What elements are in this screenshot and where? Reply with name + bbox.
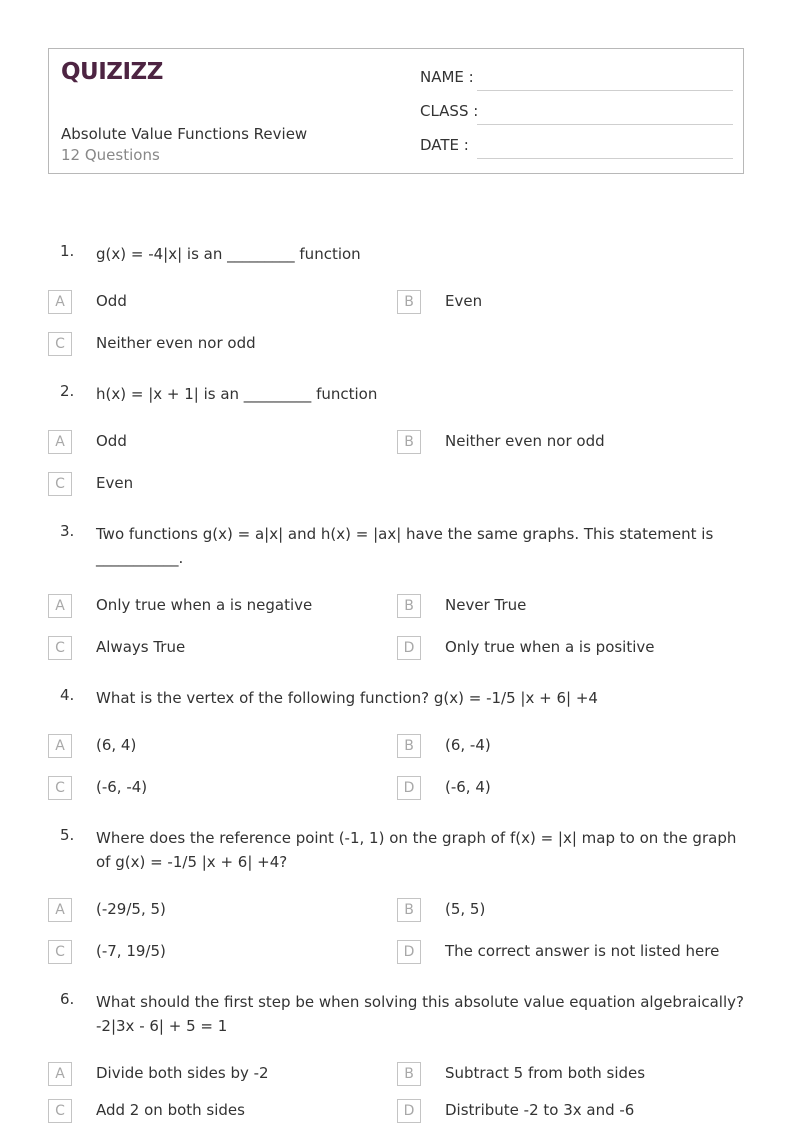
- name-line[interactable]: [477, 90, 733, 91]
- option-text: Divide both sides by -2: [96, 1064, 269, 1082]
- option-text: (6, -4): [445, 736, 491, 754]
- question-text: Two functions g(x) = a|x| and h(x) = |ax| have the same graphs. This statement is ___________.: [96, 525, 714, 567]
- option-letter-box[interactable]: D: [397, 636, 421, 660]
- option-letter-box[interactable]: A: [48, 290, 72, 314]
- question-number: 3.: [60, 522, 75, 540]
- option-text: (5, 5): [445, 900, 486, 918]
- question-count: 12 Questions: [61, 146, 160, 164]
- option-text: Never True: [445, 596, 527, 614]
- option-text: Subtract 5 from both sides: [445, 1064, 646, 1082]
- option-letter-box[interactable]: A: [48, 1062, 72, 1086]
- name-label: NAME :: [420, 68, 474, 86]
- option-text: Only true when a is negative: [96, 596, 313, 614]
- option-text: Even: [445, 292, 483, 310]
- question-number: 2.: [60, 382, 75, 400]
- question-text: h(x) = |x + 1| is an _________ function: [96, 385, 378, 403]
- option-letter-box[interactable]: C: [48, 472, 72, 496]
- option-letter-box[interactable]: D: [397, 940, 421, 964]
- option-letter-box[interactable]: A: [48, 898, 72, 922]
- option-letter-box[interactable]: C: [48, 636, 72, 660]
- question-text: g(x) = -4|x| is an _________ function: [96, 245, 361, 263]
- date-line[interactable]: [477, 158, 733, 159]
- option-letter-box[interactable]: C: [48, 332, 72, 356]
- option-letter-box[interactable]: D: [397, 1099, 421, 1123]
- option-text: Distribute -2 to 3x and -6: [445, 1101, 635, 1119]
- option-letter-box[interactable]: B: [397, 734, 421, 758]
- question-text: What is the vertex of the following function? g(x) = -1/5 |x + 6| +4: [96, 689, 598, 707]
- option-text: (6, 4): [96, 736, 137, 754]
- worksheet-header: [48, 48, 744, 174]
- option-text: (-6, -4): [96, 778, 148, 796]
- name-field[interactable]: [420, 65, 733, 91]
- class-line[interactable]: [477, 124, 733, 125]
- option-text: (-6, 4): [445, 778, 491, 796]
- option-letter-box[interactable]: C: [48, 1099, 72, 1123]
- option-text: Only true when a is positive: [445, 638, 655, 656]
- option-letter-box[interactable]: A: [48, 734, 72, 758]
- option-letter-box[interactable]: C: [48, 776, 72, 800]
- option-letter-box[interactable]: D: [397, 776, 421, 800]
- quizizz-logo: QUIZIZZ: [61, 59, 163, 85]
- question-number: 1.: [60, 242, 75, 260]
- question-number: 6.: [60, 990, 75, 1008]
- worksheet-title: Absolute Value Functions Review: [61, 125, 308, 143]
- question-number: 5.: [60, 826, 75, 844]
- option-letter-box[interactable]: B: [397, 290, 421, 314]
- option-text: Odd: [96, 432, 127, 450]
- option-text: Odd: [96, 292, 127, 310]
- date-label: DATE :: [420, 136, 469, 154]
- option-letter-box[interactable]: C: [48, 940, 72, 964]
- option-letter-box[interactable]: B: [397, 594, 421, 618]
- option-text: Neither even nor odd: [445, 432, 605, 450]
- option-text: (-29/5, 5): [96, 900, 166, 918]
- date-field[interactable]: [420, 133, 733, 159]
- option-text: The correct answer is not listed here: [445, 942, 720, 960]
- class-field[interactable]: [420, 99, 733, 125]
- option-text: Even: [96, 474, 134, 492]
- option-text: Neither even nor odd: [96, 334, 256, 352]
- option-letter-box[interactable]: B: [397, 898, 421, 922]
- question-text: What should the first step be when solving this absolute value equation algebraically? -2|3x - 6| + 5 = 1: [96, 993, 744, 1035]
- option-letter-box[interactable]: B: [397, 430, 421, 454]
- option-text: (-7, 19/5): [96, 942, 166, 960]
- question-text: Where does the reference point (-1, 1) on the graph of f(x) = |x| map to on the graph of g(x) = -1/5 |x + 6| +4?: [96, 829, 737, 871]
- option-text: Always True: [96, 638, 186, 656]
- option-text: Add 2 on both sides: [96, 1101, 245, 1119]
- option-letter-box[interactable]: B: [397, 1062, 421, 1086]
- class-label: CLASS :: [420, 102, 479, 120]
- option-letter-box[interactable]: A: [48, 594, 72, 618]
- question-number: 4.: [60, 686, 75, 704]
- option-letter-box[interactable]: A: [48, 430, 72, 454]
